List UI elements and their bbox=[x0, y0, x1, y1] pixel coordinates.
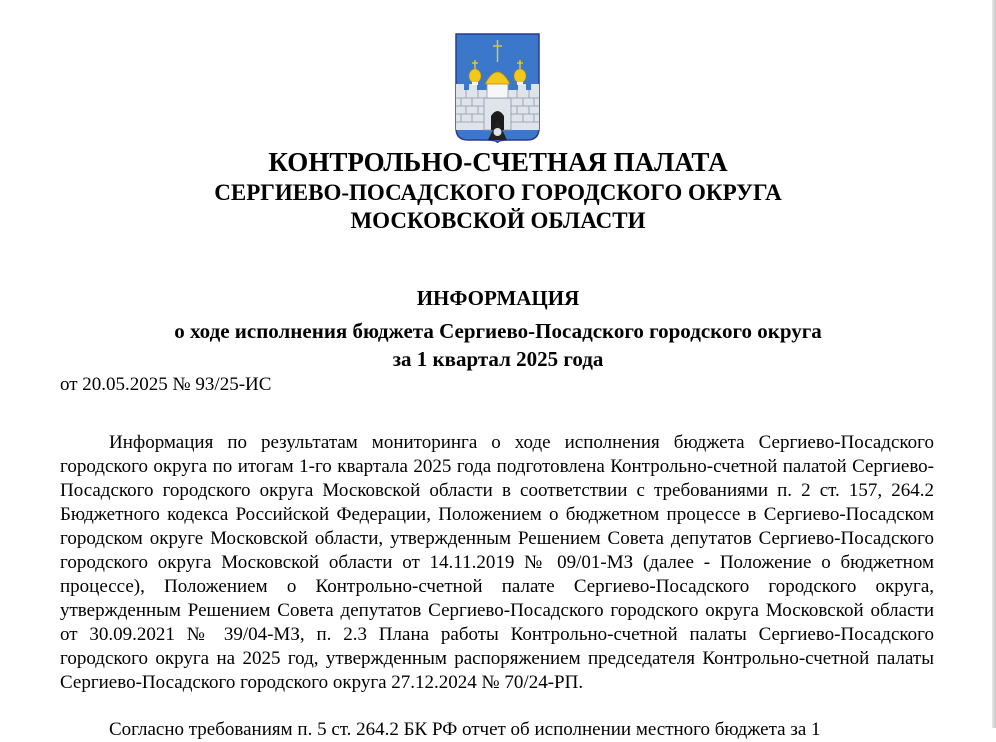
document-title: ИНФОРМАЦИЯ bbox=[416, 286, 580, 310]
organization-name-line3: МОСКОВСКОЙ ОБЛАСТИ bbox=[350, 208, 646, 233]
document-date-number: от 20.05.2025 № 93/25-ИС bbox=[60, 374, 272, 395]
document-subtitle-line1: о ходе исполнения бюджета Сергиево-Посадского городского округа bbox=[174, 319, 822, 343]
body-paragraph-1: Информация по результатам мониторинга о ходе исполнения бюджета Сергиево-Посадского городского округа по итогам 1-го квартала 2025 года подготовлена Контрольно-счетной палатой Сергиево-Посадского городского округа Московской области в соответствии с требованиями п. 2 ст. 157, 264.2 Бюджетного кодекса Российской Федерации, Положением о бюджетном процессе в Сергиево-Посадском городском округе Московской области, утвержденным Решением Совета депутатов Сергиево-Посадского городского округа Московской области от 14.11.2019 № 09/01-МЗ (далее - Положение о бюджетном процессе), Положением о Контрольно-счетной палате Сергиево-Посадского городского округа, утвержденным Решением Совета депутатов Сергиево-Посадского городского округа Московской области от 30.09.2021 № 39/04-МЗ, п. 2.3 Плана работы Контрольно-счетной палаты Сергиево-Посадского городского округа на 2025 год, утвержденным распоряжением председателя Контрольно-счетной палаты Сергиево-Посадского городского округа 27.12.2024 № 70/24-РП. bbox=[60, 432, 934, 693]
organization-name-line2: СЕРГИЕВО-ПОСАДСКОГО ГОРОДСКОГО ОКРУГА bbox=[214, 180, 782, 205]
coat-of-arms-emblem bbox=[454, 32, 541, 144]
body-paragraph-2: Согласно требованиям п. 5 ст. 264.2 БК РФ отчет об исполнении местного бюджета за 1 bbox=[109, 719, 821, 740]
organization-name-line1: КОНТРОЛЬНО-СЧЕТНАЯ ПАЛАТА bbox=[268, 147, 728, 177]
document-subtitle-line2: за 1 квартал 2025 года bbox=[392, 347, 604, 371]
